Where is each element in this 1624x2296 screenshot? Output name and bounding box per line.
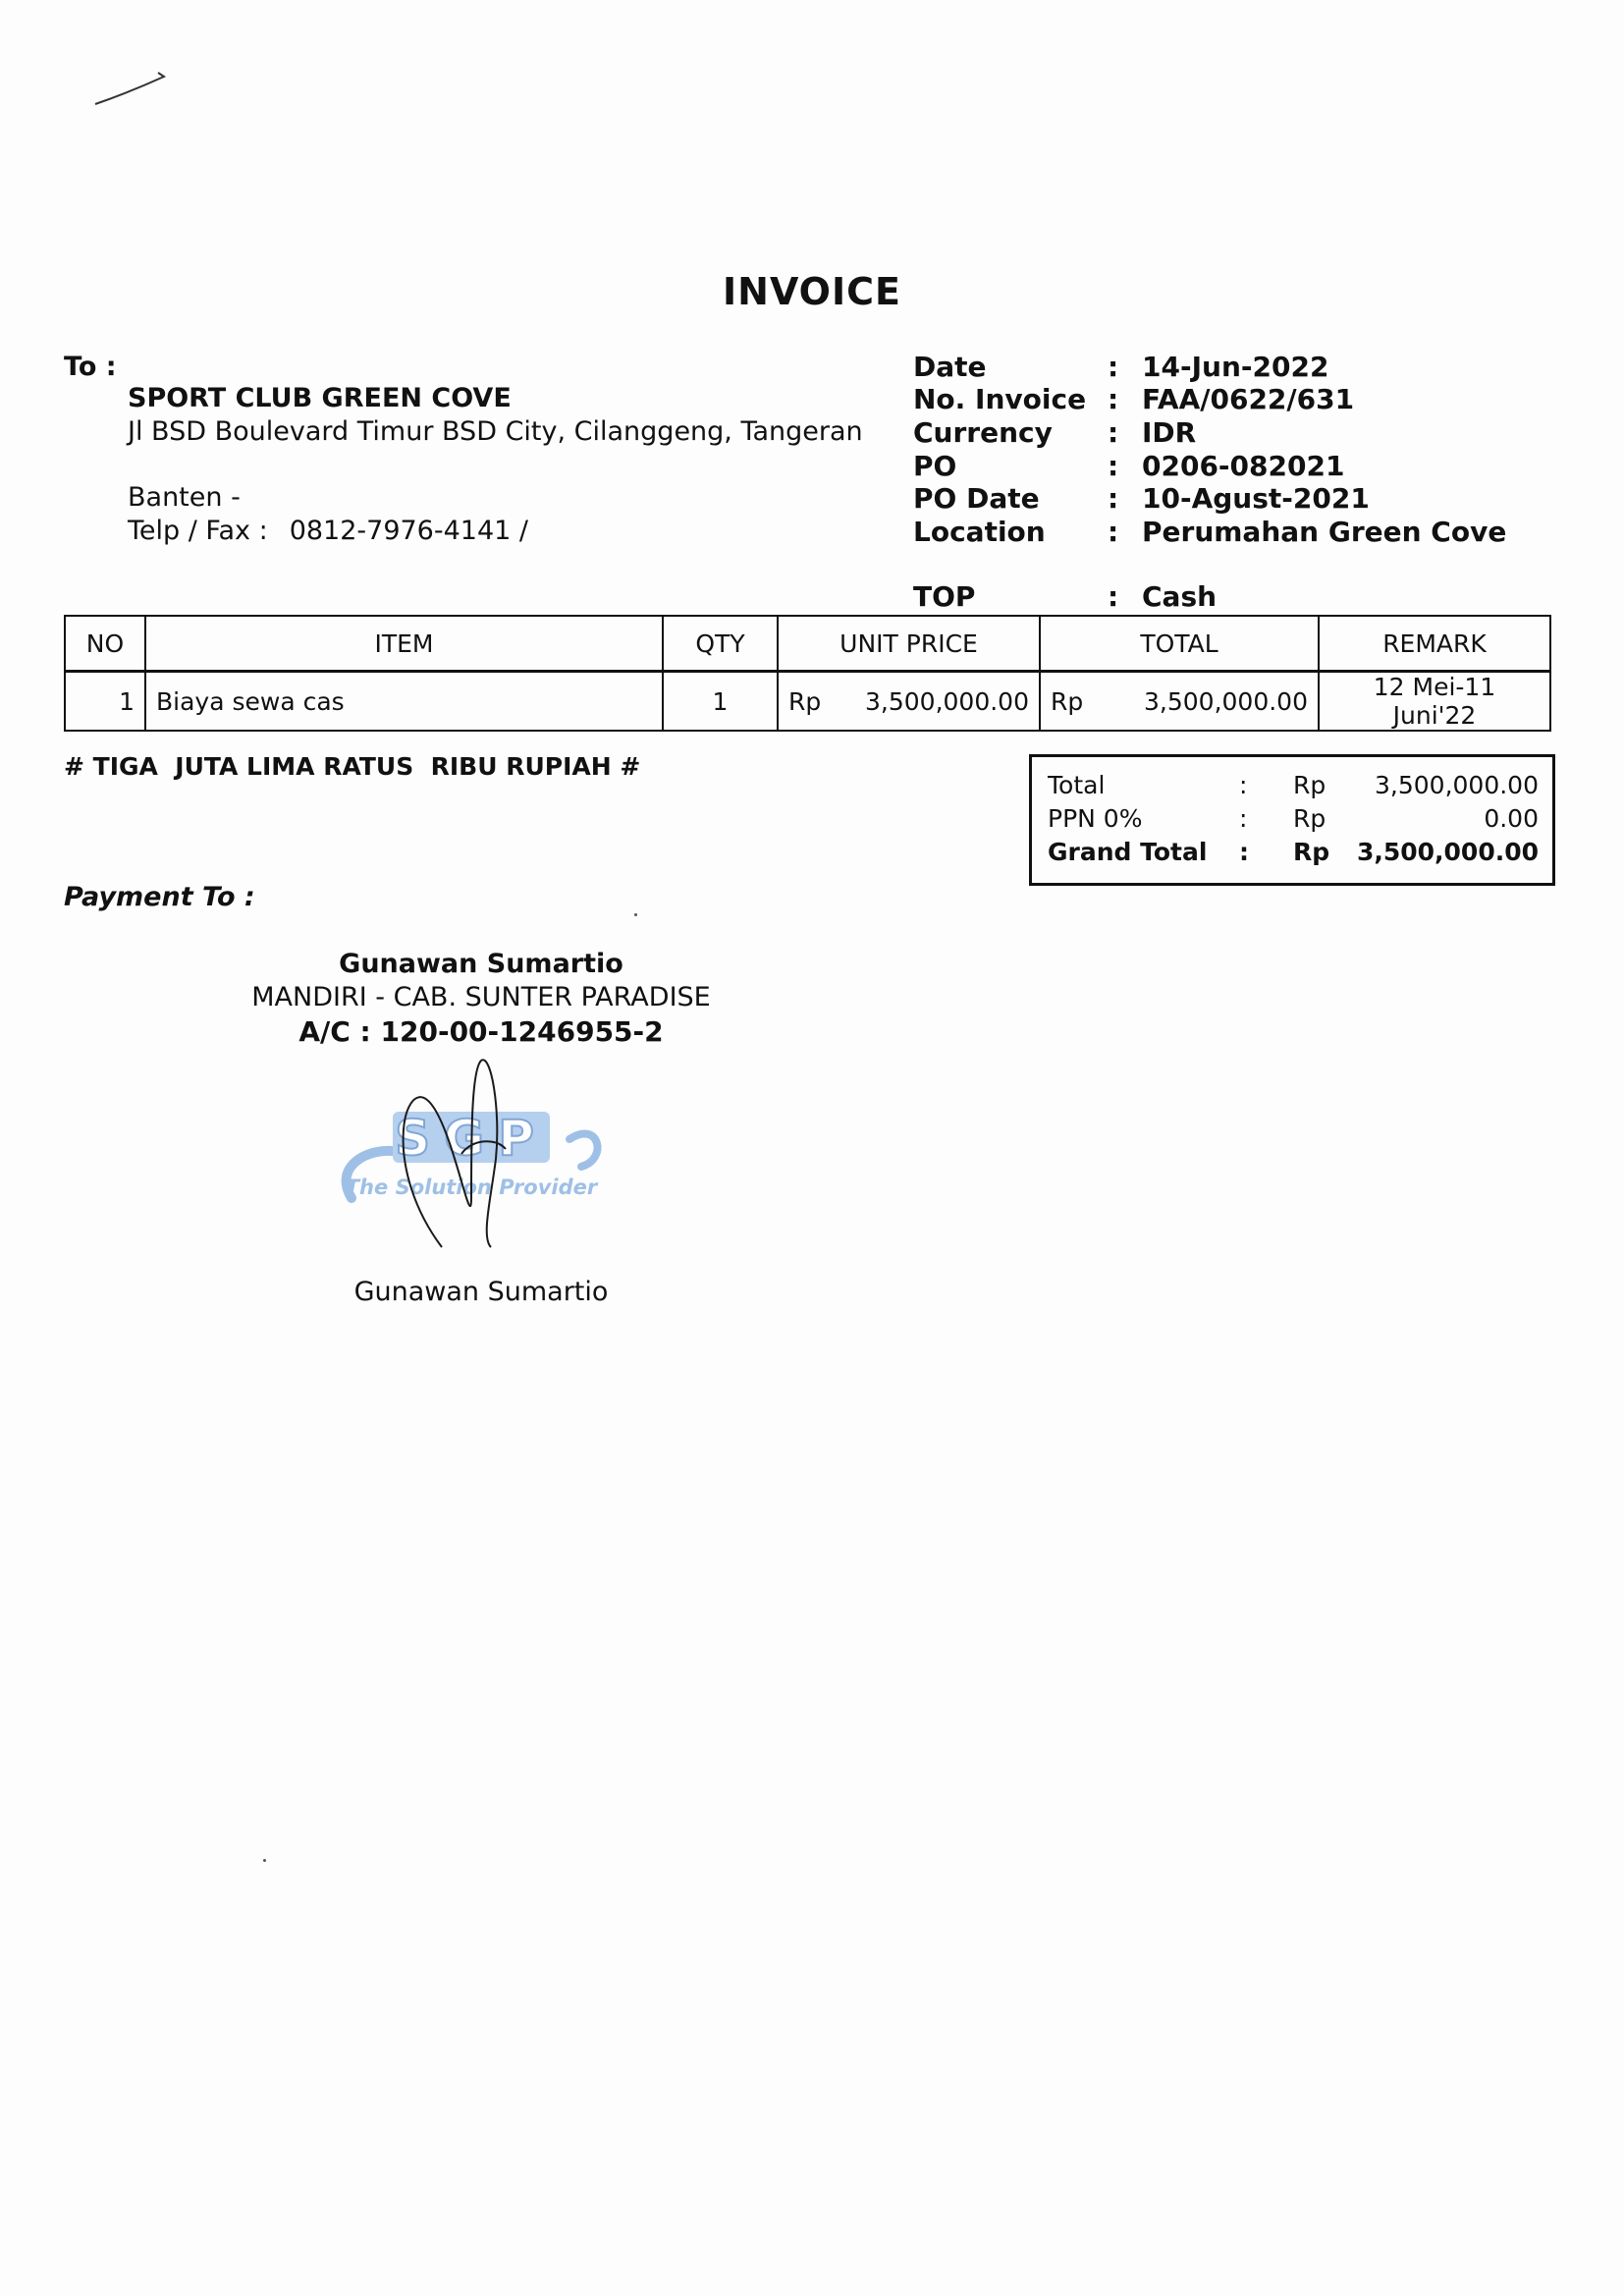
currency-label: Currency — [913, 416, 1053, 449]
top-label: TOP — [913, 580, 976, 613]
location-value: Perumahan Green Cove — [1142, 516, 1507, 548]
header-qty: QTY — [663, 616, 778, 672]
invoice-number-label: No. Invoice — [913, 383, 1087, 415]
amount-in-words: # TIGA JUTA LIMA RATUS RIBU RUPIAH # — [64, 752, 641, 781]
total-row — [1048, 771, 1539, 804]
grand-total-label: Grand Total — [1048, 838, 1208, 866]
invoice-title: INVOICE — [723, 270, 901, 313]
header-item: ITEM — [145, 616, 663, 672]
ppn-currency: Rp — [1293, 804, 1326, 833]
header-remark: REMARK — [1319, 616, 1550, 672]
header-no: NO — [65, 616, 145, 672]
row-total-amount: 3,500,000.00 — [1144, 686, 1308, 716]
po-date-value: 10-Agust-2021 — [1142, 482, 1370, 515]
pen-mark-icon — [93, 69, 172, 108]
ppn-amount: 0.00 — [1484, 804, 1539, 833]
stamp-logo-text: SGP — [395, 1110, 548, 1167]
row-total-currency: Rp — [1051, 686, 1084, 716]
totals-box — [1029, 754, 1555, 886]
bill-to-label: To : — [64, 352, 117, 382]
top-colon: : — [1108, 580, 1119, 613]
po-colon: : — [1108, 450, 1119, 482]
company-stamp-icon — [324, 1051, 619, 1257]
stamp-tagline: The Solution Provider — [345, 1175, 598, 1199]
customer-phone — [128, 516, 528, 546]
header-unit-price: UNIT PRICE — [778, 616, 1040, 672]
grand-total-currency: Rp — [1293, 838, 1330, 866]
invoice-number-value: FAA/0622/631 — [1142, 383, 1355, 415]
customer-address: Jl BSD Boulevard Timur BSD City, Cilanggeng, Tangeran — [128, 416, 863, 447]
bank-branch: MANDIRI - CAB. SUNTER PARADISE — [251, 982, 711, 1012]
speck — [263, 1859, 266, 1862]
row-qty: 1 — [663, 672, 778, 732]
phone-label: Telp / Fax : — [128, 516, 268, 546]
grand-total-colon: : — [1239, 838, 1249, 866]
date-label: Date — [913, 351, 987, 383]
signer-name: Gunawan Sumartio — [353, 1277, 609, 1307]
row-unit-price-amount: 3,500,000.00 — [865, 686, 1029, 716]
customer-region: Banten - — [128, 482, 241, 513]
row-unit-price-currency: Rp — [788, 686, 822, 716]
account-name: Gunawan Sumartio — [339, 949, 623, 979]
row-no: 1 — [65, 672, 145, 732]
row-item: Biaya sewa cas — [145, 672, 663, 732]
currency-value: IDR — [1142, 416, 1197, 449]
date-value: 14-Jun-2022 — [1142, 351, 1329, 383]
location-colon: : — [1108, 516, 1119, 548]
po-value: 0206-082021 — [1142, 450, 1345, 482]
speck — [634, 913, 637, 916]
payment-to-label: Payment To : — [64, 882, 255, 912]
location-label: Location — [913, 516, 1046, 548]
invoice-number-colon: : — [1108, 383, 1119, 415]
po-date-label: PO Date — [913, 482, 1040, 515]
row-unit-price — [778, 672, 1040, 732]
top-value: Cash — [1142, 580, 1218, 613]
phone-value: 0812-7976-4141 / — [289, 516, 528, 546]
row-remark: 12 Mei-11 Juni'22 — [1319, 672, 1550, 732]
account-number: A/C : 120-00-1246955-2 — [298, 1015, 664, 1048]
po-date-colon: : — [1108, 482, 1119, 515]
po-label: PO — [913, 450, 957, 482]
total-currency: Rp — [1293, 771, 1326, 799]
header-total: TOTAL — [1040, 616, 1319, 672]
items-table — [64, 615, 1551, 732]
grand-total-amount: 3,500,000.00 — [1356, 838, 1539, 866]
date-colon: : — [1108, 351, 1119, 383]
row-total — [1040, 672, 1319, 732]
total-colon: : — [1239, 771, 1248, 799]
ppn-row — [1048, 804, 1539, 838]
grand-total-row — [1048, 838, 1539, 871]
customer-name: SPORT CLUB GREEN COVE — [128, 383, 512, 413]
total-amount: 3,500,000.00 — [1375, 771, 1539, 799]
total-label: Total — [1048, 771, 1106, 799]
table-header-row — [65, 616, 1550, 672]
ppn-colon: : — [1239, 804, 1248, 833]
table-row — [65, 672, 1550, 732]
ppn-label: PPN 0% — [1048, 804, 1143, 833]
currency-colon: : — [1108, 416, 1119, 449]
